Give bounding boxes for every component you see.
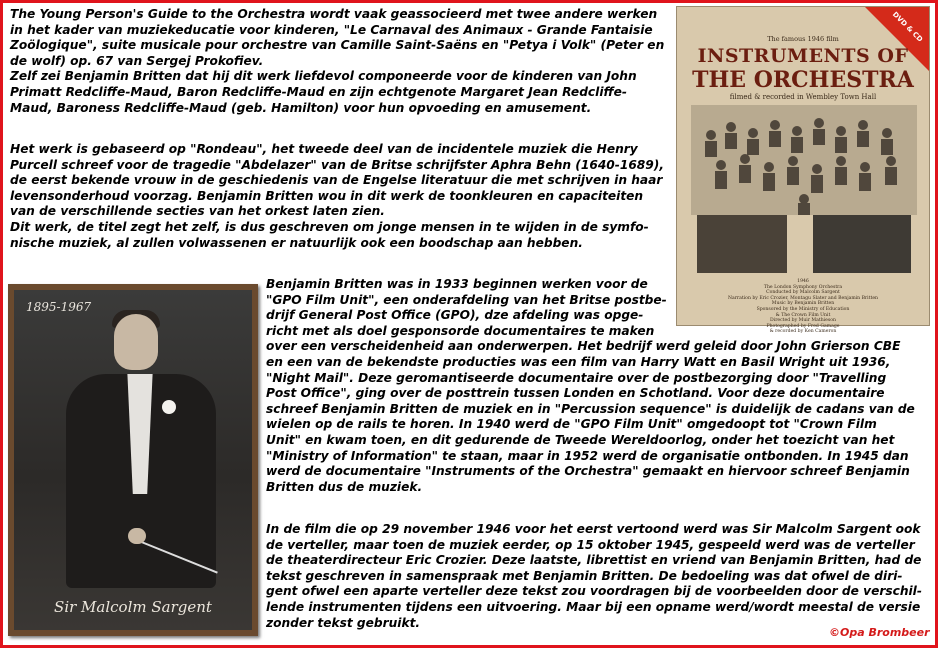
carnation-icon: [162, 400, 176, 414]
text-line: drijf General Post Office (GPO), dze afdeling was opge-: [266, 308, 644, 323]
text-line: van de verschillende secties van het orkest laten zien.: [10, 204, 385, 219]
text-line: de eerst bekende vrouw in de geschiedenis van de Engelse literatuur die met schrijven in haar: [10, 173, 663, 188]
text-line: schreef Benjamin Britten de muziek en in "Percussion sequence" is duidelijk de cadans van de: [266, 401, 915, 416]
text-line: Benjamin Britten was in 1933 beginnen werken voor de: [266, 277, 648, 291]
credit-line: 1946: [797, 279, 809, 284]
portrait-name: Sir Malcolm Sargent: [54, 598, 212, 616]
author-signature: ©Opa Brombeer: [829, 626, 930, 639]
portrait-years: 1895-1967: [26, 300, 92, 314]
text-line: werd de documentaire "Instruments of the Orchestra" gemaakt en hiervoor schreef Benjamin: [266, 464, 910, 479]
credit-line: & The Crown Film Unit: [775, 312, 831, 318]
text-line: gent ofwel een aparte verteller deze tekst zou voordragen bij de voorbeelden door de verschil-: [266, 584, 922, 599]
portrait-image: [8, 284, 258, 636]
orchestra-sketch: [691, 105, 917, 215]
text-line: richt met als doel gesponsorde documentaires te maken: [266, 323, 655, 338]
dvd-badge-text: DVD & CD: [890, 10, 925, 44]
composer-photo: [813, 215, 911, 273]
conductor-figure-head: [114, 314, 158, 370]
dvd-film-line: The famous 1946 film: [767, 35, 839, 43]
text-line: "GPO Film Unit", een onderafdeling van het Britse postbe-: [266, 292, 667, 307]
text-line: over een verscheidenheid aan onderwerpen. Het bedrijf werd geleid door John Grierson CBE: [266, 339, 901, 354]
dvd-subtitle: filmed & recorded in Wembley Town Hall: [729, 93, 877, 101]
text-line: Britten dus de muziek.: [266, 479, 423, 494]
text-line: Post Office", ging over de posttrein tussen Londen en Schotland. Voor deze documentaire: [266, 386, 885, 401]
text-line: Dit werk, de titel zegt het zelf, is dus geschreven om jonge mensen in te wijden in de symfo-: [10, 219, 649, 234]
credit-line: Directed by Muir Mathieson: [770, 318, 836, 324]
text-line: Het werk is gebaseerd op "Rondeau", het tweede deel van de incidentele muziek die Henry: [10, 142, 638, 156]
text-line: "Night Mail". Deze geromantiseerde documentaire over de postbezorging door "Travelling: [266, 370, 887, 385]
text-line: Maud, Baroness Redcliffe-Maud (geb. Hamilton) voor hun opvoeding en amusement.: [10, 100, 592, 115]
portrait-canvas: [14, 290, 252, 630]
credit-line: Sponsored by the Ministry of Education: [756, 306, 850, 312]
credit-line: The London Symphony Orchestra: [763, 284, 843, 290]
credit-line: Music by Benjamin Britten: [771, 301, 835, 307]
text-line: "Ministry of Information" te staan, maar in 1952 werd de organisatie ontbonden. In 1945 dan: [266, 448, 909, 463]
intro-paragraph: [10, 7, 664, 116]
text-line: zonder tekst gebruikt.: [266, 615, 421, 630]
credit-line: Conducted by Malcolm Sargent: [766, 290, 840, 296]
text-line: lende instrumenten tijdens een uitvoering. Maar bij een opname werd/wordt meestal de versie: [266, 599, 921, 614]
text-line: en een van de bekendste producties was een film van Harry Watt en Basil Wright uit 1936,: [266, 354, 891, 369]
credit-line: Narration by Eric Crozier, Montagu Slater and Benjamin Britten: [727, 295, 879, 301]
text-line: wielen op de rails te horen. In 1940 werd de "GPO Film Unit" omgedoopt tot "Crown Film: [266, 417, 877, 432]
text-line: nische muziek, al zullen volwassenen er natuurlijk ook een boodschap aan hebben.: [10, 235, 583, 250]
conductor-photo: [697, 215, 787, 273]
dvd-title-line1: INSTRUMENTS OF: [697, 45, 909, 67]
text-line: de verteller, maar toen de muziek eerder, op 15 oktober 1945, gespeeld werd was de verteller: [266, 537, 915, 552]
dvd-title-line2: THE ORCHESTRA: [692, 67, 914, 93]
text-line: tekst geschreven in samenspraak met Benjamin Britten. De bedoeling was dat ofwel de diri-: [266, 568, 903, 583]
text-line: levensonderhoud voorzag. Benjamin Britten wou in dit werk de toonkleuren en capaciteiten: [10, 188, 644, 203]
text-line: Unit" en kwam toen, en dit gedurende de Tweede Wereldoorlog, onder het toezicht van het: [266, 432, 895, 447]
text-line: Primatt Redcliffe-Maud, Baron Redcliffe-Maud en zijn echtgenote Margaret Jean Redcliffe-: [10, 84, 627, 99]
text-line: The Young Person's Guide to the Orchestra wordt vaak geassocieerd met twee andere werken: [10, 7, 658, 21]
gpo-paragraph: [266, 277, 915, 495]
text-line: in het kader van muziekeducatie voor kinderen, "Le Carnaval des Animaux - Grande Fantaisie: [10, 22, 653, 37]
text-line: Zelf zei Benjamin Britten dat hij dit werk liefdevol componeerde voor de kinderen van John: [10, 69, 637, 84]
credit-line: & recorded by Ken Cameron: [769, 329, 837, 335]
text-line: Zoölogique", suite musicale pour orchestre van Camille Saint-Saëns en "Petya i Volk" (Peter en: [10, 38, 665, 53]
conductor-figure-hand: [128, 528, 146, 544]
orchestra-illustration: [691, 105, 917, 215]
film-paragraph: [266, 522, 922, 631]
rondeau-paragraph: [10, 142, 664, 251]
text-line: Purcell schreef voor de tragedie "Abdelazer" van de Britse schrijfster Aphra Behn (1640-1689),: [10, 157, 664, 172]
text-line: de theaterdirecteur Eric Crozier. Deze laatste, librettist en vriend van Benjamin Britten, had de: [266, 553, 922, 568]
text-line: de wolf) op. 67 van Sergej Prokofiev.: [10, 53, 264, 68]
text-line: In de film die op 29 november 1946 voor het eerst vertoond werd was Sir Malcolm Sargent ook: [266, 522, 921, 536]
credit-line: Photographed by Fred Gamage: [766, 323, 840, 329]
